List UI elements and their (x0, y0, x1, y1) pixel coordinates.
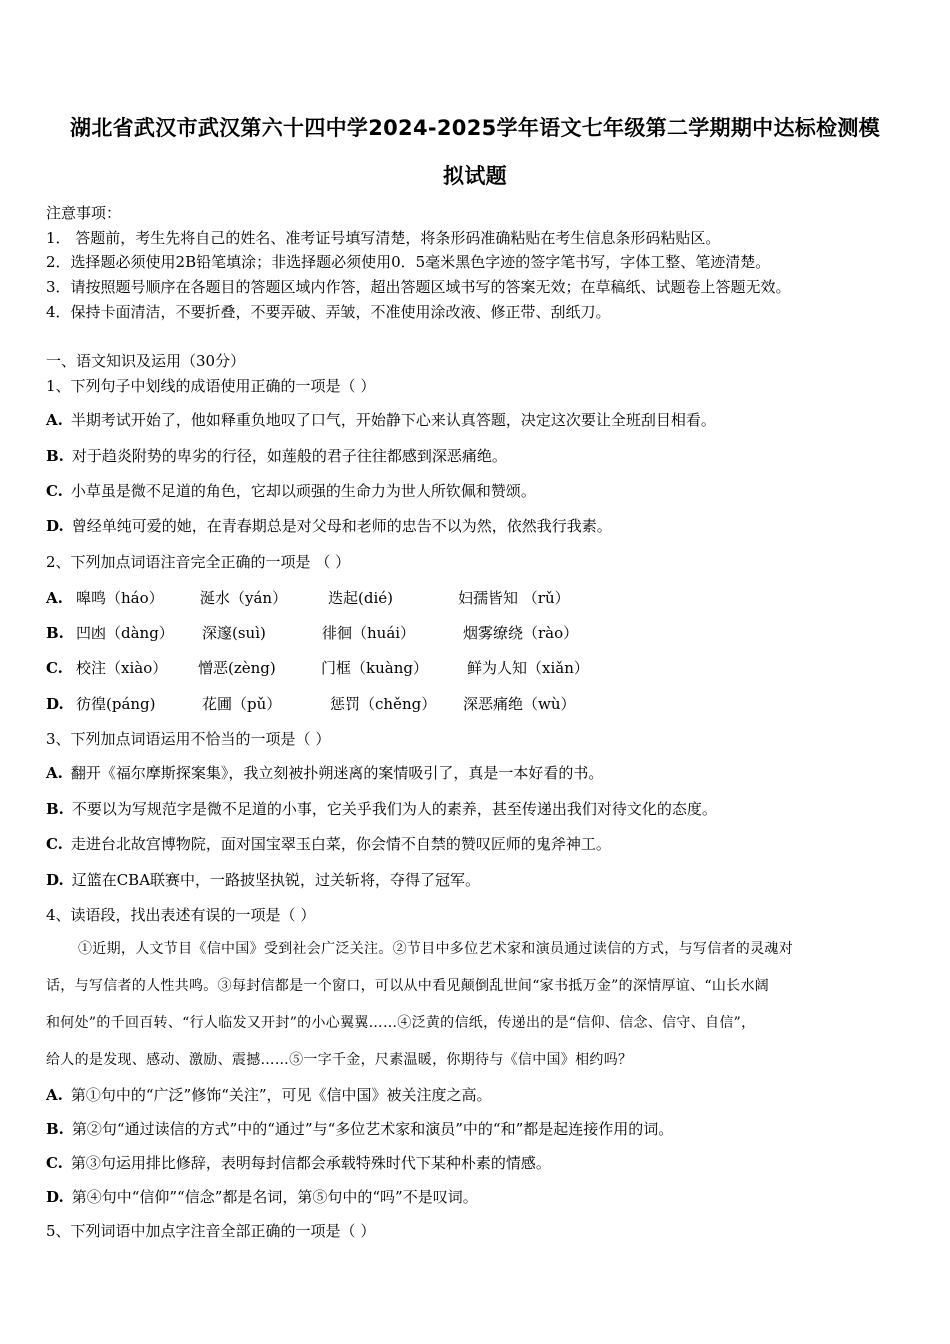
q3-option-c (46, 834, 930, 854)
notice-heading: 注意事项： (46, 204, 122, 222)
option-text: 第③句运用排比修辞，表明每封信都会承载特殊时代下某种朴素的情感。 (70, 1154, 551, 1172)
option-label: D. (46, 871, 64, 889)
q4-passage-line: 话，与写信者的人性共鸣。③每封信都是一个窗口，可以从中看见颠倒乱世间“家书抵万金”的深情厚谊、“山长水阔 (46, 978, 770, 994)
notice-item: 1． 答题前，考生先将自己的姓名、准考证号填写清楚，将条形码准确粘贴在考生信息条形码粘贴区。 (46, 229, 721, 247)
option-text: 曾经单纯可爱的她，在青春期总是对父母和老师的忠告不以为然，依然我行我素。 (71, 517, 612, 535)
option-label: C. (46, 835, 63, 853)
q2-row-b-item: 凹凼（dàng） (76, 624, 174, 642)
q2-row-a-item: 涎水（yán） (200, 589, 288, 607)
question-3-stem: 3、下列加点词语运用不恰当的一项是（ ） (46, 730, 331, 748)
option-text: 不要以为写规范字是微不足道的小事，它关乎我们为人的素养，甚至传递出我们对待文化的态度。 (71, 800, 717, 818)
q4-option-a (46, 1085, 930, 1105)
q2-row-d-item: 惩罚（chěng） (330, 695, 437, 713)
notice-item: 4．保持卡面清洁，不要折叠，不要弄破、弄皱，不准使用涂改液、修正带、刮纸刀。 (46, 303, 611, 321)
question-5-stem: 5、下列词语中加点字注音全部正确的一项是（ ） (46, 1222, 376, 1240)
option-text: 第④句中“信仰”“信念”都是名词，第⑤句中的“吗”不是叹词。 (71, 1188, 478, 1206)
q2-row-d-item: 深恶痛绝（wù） (463, 695, 576, 713)
notice-item: 3．请按照题号顺序在各题目的答题区域内作答，超出答题区域书写的答案无效；在草稿纸、试题卷上答题无效。 (46, 278, 791, 296)
exam-title-line1: 湖北省武汉市武汉第六十四中学2024-2025学年语文七年级第二学期期中达标检测模 (70, 116, 880, 140)
q2-row-d-item: 彷徨(páng) (76, 695, 156, 713)
q2-row-c-item: 鲜为人知（xiǎn） (467, 659, 589, 677)
exam-title-line2: 拟试题 (443, 164, 507, 188)
q3-option-a (46, 763, 930, 783)
option-text: 半期考试开始了，他如释重负地叹了口气，开始静下心来认真答题，决定这次要让全班刮目相看。 (70, 411, 716, 429)
q2-row-c-label: C. (46, 659, 63, 677)
q1-option-d (46, 516, 930, 536)
q2-row-c-item: 校注（xiào） (76, 659, 168, 677)
q2-row-d-label: D. (46, 695, 64, 713)
q3-option-d (46, 870, 930, 890)
option-text: 走进台北故宫博物院，面对国宝翠玉白菜，你会情不自禁的赞叹匠师的鬼斧神工。 (70, 835, 611, 853)
q1-option-b (46, 446, 930, 466)
question-1-stem: 1、下列句子中划线的成语使用正确的一项是（ ） (46, 377, 376, 395)
section-heading: 一、语文知识及运用（30分） (46, 352, 246, 370)
option-text: 辽篮在CBA联赛中，一路披坚执锐，过关斩将，夺得了冠军。 (71, 871, 481, 889)
q2-row-b-item: 徘徊（huái） (322, 624, 416, 642)
q2-row-b-item: 烟雾缭绕（rào） (463, 624, 579, 642)
option-label: D. (46, 517, 64, 535)
q2-row-c-item: 门框（kuàng） (321, 659, 428, 677)
option-label: A. (46, 764, 63, 782)
q2-row-a-item: 嗥鸣（háo） (76, 589, 164, 607)
option-label: A. (46, 411, 63, 429)
q2-row-b-label: B. (46, 624, 64, 642)
question-2-stem: 2、下列加点词语注音完全正确的一项是 （ ） (46, 553, 351, 571)
option-text: 第①句中的“广泛”修饰“关注”，可见《信中国》被关注度之高。 (70, 1086, 492, 1104)
option-label: A. (46, 1086, 63, 1104)
option-label: B. (46, 800, 64, 818)
option-label: B. (46, 447, 64, 465)
q2-row-d-item: 花圃（pǔ） (202, 695, 282, 713)
q2-row-c-item: 憎恶(zèng) (198, 659, 276, 677)
q2-row-b-item: 深邃(suì) (202, 624, 266, 642)
q4-passage-line: 和何处”的千回百转、“行人临发又开封”的小心翼翼……④泛黄的信纸，传递出的是“信仰、信念、信守、自信”， (46, 1015, 756, 1031)
q1-option-a (46, 410, 930, 430)
option-text: 翻开《福尔摩斯探案集》，我立刻被扑朔迷离的案情吸引了，真是一本好看的书。 (70, 764, 604, 782)
q4-option-d (46, 1187, 930, 1207)
option-text: 小草虽是微不足道的角色，它却以顽强的生命力为世人所钦佩和赞颂。 (70, 482, 536, 500)
option-label: B. (46, 1120, 64, 1138)
q4-option-b (46, 1119, 930, 1139)
option-label: C. (46, 482, 63, 500)
notice-item: 2．选择题必须使用2B铅笔填涂；非选择题必须使用0．5毫米黑色字迹的签字笔书写，字体工整、笔迹清楚。 (46, 253, 771, 271)
option-label: D. (46, 1188, 64, 1206)
question-4-stem: 4、读语段，找出表述有误的一项是（ ） (46, 906, 316, 924)
option-label: C. (46, 1154, 63, 1172)
q4-option-c (46, 1153, 930, 1173)
q1-option-c (46, 481, 930, 501)
q2-row-a-item: 妇孺皆知 （rǔ） (458, 589, 570, 607)
q3-option-b (46, 799, 930, 819)
q2-row-a-label: A. (46, 589, 63, 607)
q4-passage-line: ①近期，人文节目《信中国》受到社会广泛关注。②节目中多位艺术家和演员通过读信的方式，与写信者的灵魂对 (78, 941, 793, 957)
q2-row-a-item: 迭起(dié) (328, 589, 393, 607)
q4-passage-line: 给人的是发现、感动、激励、震撼……⑤一字千金，尺素温暖，你期待与《信中国》相约吗？ (46, 1052, 633, 1068)
option-text: 对于趋炎附势的卑劣的行径，如莲般的君子往往都感到深恶痛绝。 (71, 447, 507, 465)
option-text: 第②句“通过读信的方式”中的“通过”与“多位艺术家和演员”中的“和”都是起连接作用的词。 (71, 1120, 674, 1138)
